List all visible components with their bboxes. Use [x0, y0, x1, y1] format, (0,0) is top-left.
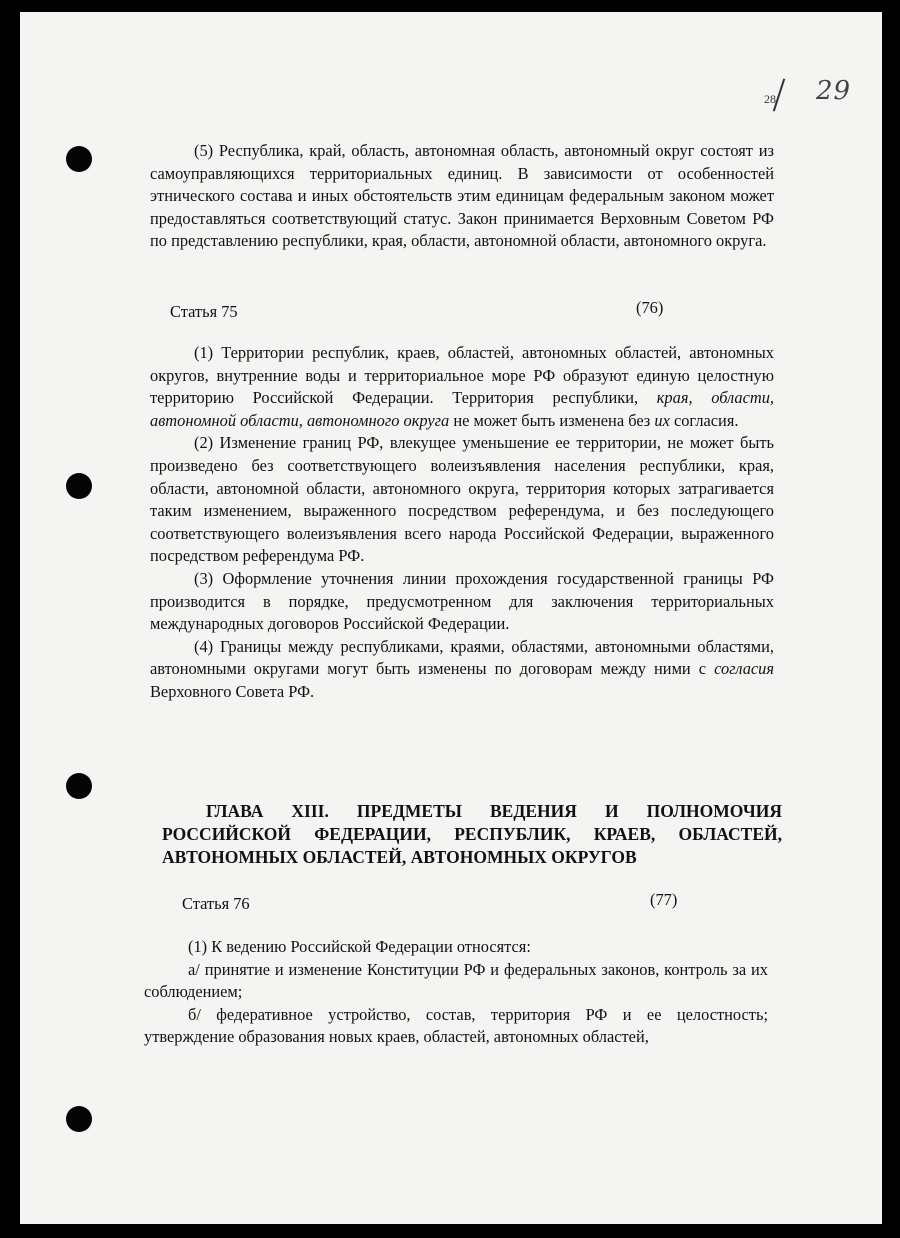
article-76-item-a: а/ принятие и изменение Конституции РФ и федеральных законов, контроль за их соблюдением;	[144, 959, 768, 1002]
punch-hole	[66, 1106, 92, 1132]
article-76-para-1: (1) К ведению Российской Федерации относятся:	[188, 937, 531, 956]
article-75-para-1	[150, 342, 774, 432]
article-75-body	[150, 342, 774, 704]
article-76-body	[144, 936, 768, 1049]
paragraph-5	[150, 140, 774, 253]
punch-hole	[66, 773, 92, 799]
text-span: Верховного Совета РФ.	[150, 681, 315, 701]
text-span: (1) Территории республик, краев, областей, автономных областей, автономных округов, внутренние воды и территориальное море РФ образуют единую целостную территорию Российской Федерации. Территория республики,	[150, 343, 774, 408]
article-75-number: (76)	[636, 298, 664, 317]
italic-span: согласия	[714, 659, 774, 679]
article-76-item-b: б/ федеративное устройство, состав, территория РФ и ее целостность; утверждение образования новых краев, областей, автономных областей,	[144, 1004, 768, 1047]
paragraph-text: (5) Республика, край, область, автономная область, автономный округ состоят из самоуправляющихся территориальных единиц. В зависимости от особенностей этнического состава и иных обстоятельств этим единицам федеральным законом может предоставляться соответствующий статус. Закон принимается Верховным Советом РФ по представлению республики, края, области, автономной области, автономного округа.	[150, 141, 774, 251]
italic-span: края, области, автономной области, автономного округа	[150, 388, 774, 430]
article-76-number: (77)	[650, 890, 678, 909]
text-span: не может быть изменена без	[449, 410, 655, 430]
text-span: (4) Границы между республиками, краями, областями, автономными областями, автономными округами могут быть изменены по договорам между ними с	[150, 636, 774, 679]
article-75-para-3: (3) Оформление уточнения линии прохождения государственной границы РФ производится в порядке, предусмотренном для заключения территориальных международных договоров Российской Федерации.	[150, 568, 774, 634]
chapter-title: ГЛАВА XIII. ПРЕДМЕТЫ ВЕДЕНИЯ И ПОЛНОМОЧИЯ РОССИЙСКОЙ ФЕДЕРАЦИИ, РЕСПУБЛИК, КРАЕВ, ОБЛАСТЕЙ, АВТОНОМНЫХ ОБЛАСТЕЙ, АВТОНОМНЫХ ОКРУГОВ	[162, 801, 782, 867]
article-76-label: Статья 76	[182, 894, 250, 913]
italic-span: их	[654, 410, 670, 430]
handwritten-page-number: 29	[816, 76, 852, 106]
chapter-heading	[162, 800, 782, 869]
page-number: 28	[764, 92, 776, 106]
text-span: согласия.	[669, 410, 739, 430]
document-page	[20, 12, 882, 1224]
article-75-para-4	[150, 636, 774, 704]
punch-hole	[66, 146, 92, 172]
punch-hole	[66, 473, 92, 499]
article-75-para-2: (2) Изменение границ РФ, влекущее уменьшение ее территории, не может быть произведено без соответствующего волеизъявления населения республики, края, области, автономной области, автономного округа, территория которых затрагивается таким изменением, выраженного посредством референдума, и без последующего соответствующего волеизъявления всего народа Российской Федерации, выраженного посредством референдума РФ.	[150, 433, 774, 566]
article-75-label: Статья 75	[170, 302, 238, 321]
